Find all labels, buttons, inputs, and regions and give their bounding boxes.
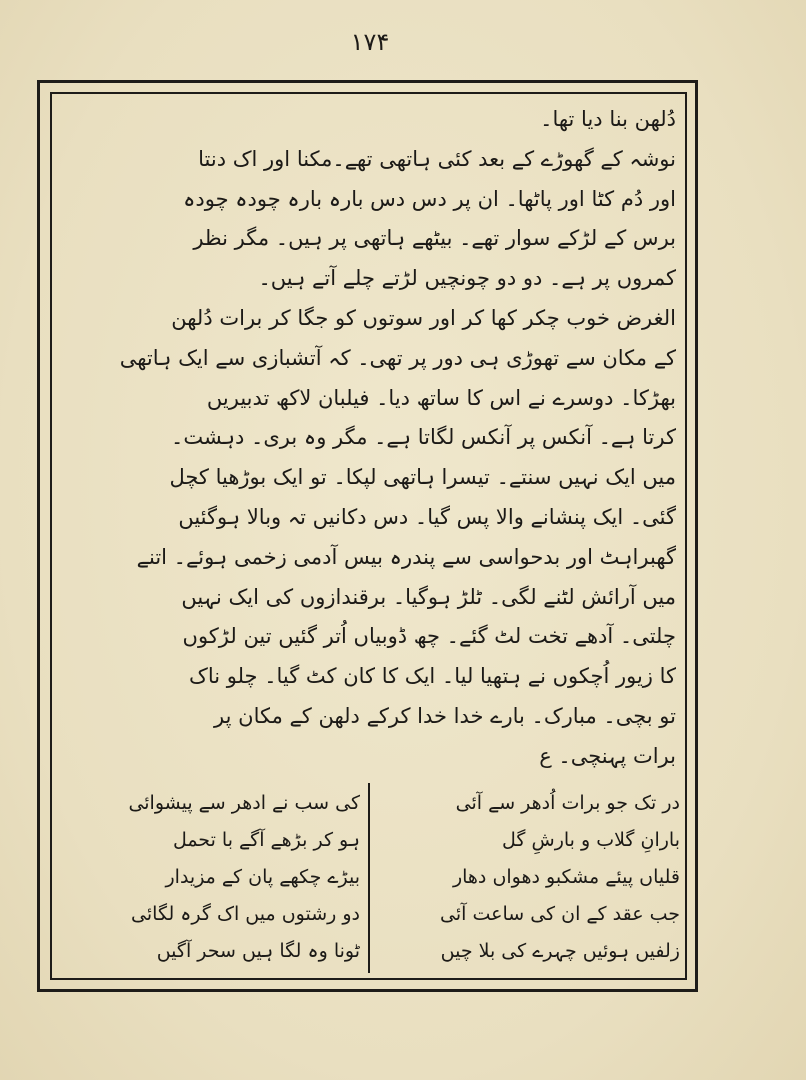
verse-line: جب عقد کے ان کی ساعت آئی: [440, 903, 680, 925]
verse-line: ٹونا وہ لگا ہیں سحر آگیں: [156, 940, 360, 962]
verse-line: بیڑے چکھے پان کے مزیدار: [165, 866, 360, 888]
poem-right-column: [378, 785, 680, 970]
verse-line: زلفیں ہوئیں چہرے کی بلا چیں: [440, 940, 680, 962]
prose-line: میں ایک نہیں سنتے۔ تیسرا ہاتھی لپکا۔ تو ایک بوڑھیا کچل: [169, 465, 676, 490]
prose-line: برات پہنچی۔ ع: [539, 743, 676, 768]
prose-line: گئی۔ ایک پنشانے والا پس گیا۔ دس دکانیں تہ وبالا ہوگئیں: [178, 504, 676, 529]
prose-line: کے مکان سے تھوڑی ہی دور پر تھی۔ کہ آتشبازی سے ایک ہاتھی: [119, 345, 676, 370]
prose-line: کا زیور اُچکوں نے ہتھیا لیا۔ ایک کا کان کٹ گیا۔ چلو ناک: [189, 664, 676, 689]
prose-line: چلتی۔ آدھے تخت لٹ گئے۔ چھ ڈوبیاں اُتر گئیں تین لڑکوں: [182, 624, 676, 649]
prose-line: گھبراہٹ اور بدحواسی سے پندرہ بیس آدمی زخمی ہوئے۔ اتنے: [136, 544, 676, 569]
prose-block: [62, 100, 676, 777]
page-number: ۱۷۴: [350, 28, 390, 56]
prose-line: بھڑکا۔ دوسرے نے اس کا ساتھ دیا۔ فیلبان لاکھ تدبیریں: [206, 385, 676, 410]
prose-line: برس کے لڑکے سوار تھے۔ بیٹھے ہاتھی پر ہیں۔ مگر نظر: [193, 226, 676, 251]
prose-line: کرتا ہے۔ آنکس پر آنکس لگاتا ہے۔ مگر وہ بری۔ دہشت۔: [171, 425, 676, 450]
verse-line: بارانِ گلاب و بارشِ گل: [502, 829, 680, 851]
prose-line: تو بچی۔ مبارک۔ بارے خدا خدا کرکے دلھن کے مکان پر: [214, 703, 676, 728]
prose-line: کمروں پر ہے۔ دو دو چونچیں لڑتے چلے آتے ہیں۔: [258, 266, 676, 291]
prose-line: الغرض خوب چکر کھا کر اور سوتوں کو جگا کر برات دُلھن: [171, 305, 676, 330]
verse-line: قلیاں پیئے مشکبو دھواں دھار: [452, 866, 680, 888]
prose-line: نوشہ کے گھوڑے کے بعد کئی ہاتھی تھے۔مکنا اور اک دنتا: [198, 146, 676, 171]
prose-line: میں آرائش لٹنے لگی۔ ٹلڑ ہوگیا۔ برقندازوں کی ایک نہیں: [181, 584, 676, 609]
verse-line: کی سب نے ادھر سے پیشوائی: [128, 792, 360, 814]
poem-left-column: [62, 785, 360, 970]
column-divider: [368, 783, 370, 973]
verse-line: در تک جو برات اُدھر سے آئی: [455, 792, 680, 814]
prose-line: دُلھن بنا دیا تھا۔: [540, 107, 676, 131]
verse-line: دو رشتوں میں اک گرہ لگائی: [131, 903, 360, 925]
verse-line: ہو کر بڑھے آگے با تحمل: [172, 829, 360, 851]
prose-line: اور دُم کٹا اور پاٹھا۔ ان پر دس دس بارہ بارہ چودہ چودہ: [183, 186, 676, 211]
